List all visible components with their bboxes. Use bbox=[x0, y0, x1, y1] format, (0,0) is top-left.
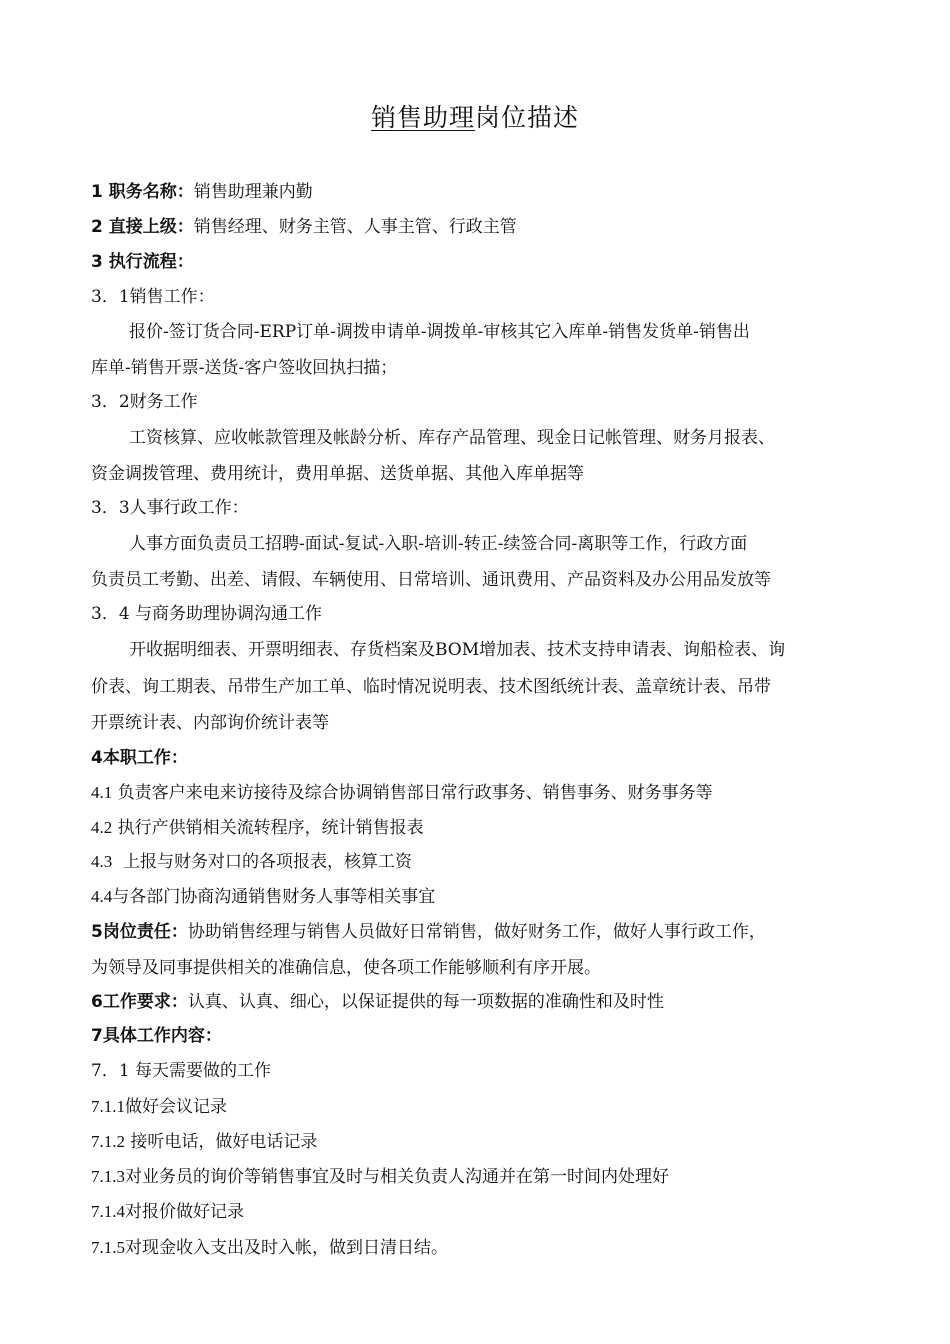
subsection-3-1-line-2: 库单-销售开票-送货-客户签收回执扫描； bbox=[91, 358, 398, 378]
list-item-text: 做好会议记录 bbox=[125, 1097, 227, 1117]
list-item-number: 7.1.1 bbox=[91, 1097, 125, 1116]
list-item-number: 4.4 bbox=[91, 887, 113, 906]
list-item-text: 对业务员的询价等销售事宜及时与相关负责人沟通并在第一时间内处理好 bbox=[125, 1167, 669, 1187]
page-title bbox=[0, 100, 950, 136]
subsection-3-4-line-2: 价表、询工期表、吊带生产加工单、临时情况说明表、技术图纸统计表、盖章统计表、吊带 bbox=[91, 677, 771, 697]
list-item bbox=[91, 1128, 871, 1156]
section-1-text: 销售助理兼内勤 bbox=[193, 182, 313, 202]
section-2-text: 销售经理、财务主管、人事主管、行政主管 bbox=[193, 217, 517, 237]
subsection-3-4-heading: 3．4 与商务助理协调沟通工作 bbox=[91, 604, 323, 624]
section-6-line bbox=[91, 988, 871, 1016]
section-6-text: 认真、认真、细心，以保证提供的每一项数据的准确性和及时性 bbox=[187, 992, 664, 1012]
list-item bbox=[91, 1198, 871, 1226]
list-item bbox=[91, 1093, 871, 1121]
list-item-number: 7.1.3 bbox=[91, 1167, 125, 1186]
subsection-3-3-line-2: 负责员工考勤、出差、请假、车辆使用、日常培训、通讯费用、产品资料及办公用品发放等 bbox=[91, 570, 771, 590]
list-item-number: 4.2 bbox=[91, 818, 113, 837]
list-item-number: 7.1.5 bbox=[91, 1238, 125, 1257]
section-2-label: 2 直接上级： bbox=[91, 217, 194, 237]
subsection-3-4-line-3: 开票统计表、内部询价统计表等 bbox=[91, 713, 329, 733]
title-underlined-part: 销售助理 bbox=[370, 103, 475, 132]
section-5-label: 5岗位责任： bbox=[91, 922, 188, 942]
section-5-text-1: 协助销售经理与销售人员做好日常销售，做好财务工作，做好人事行政工作， bbox=[187, 922, 766, 942]
section-3-label: 3 执行流程： bbox=[91, 252, 194, 272]
subsection-3-4-line-1: 开收据明细表、开票明细表、存货档案及BOM增加表、技术支持申请表、询船检表、询 bbox=[129, 640, 786, 660]
section-7-heading bbox=[91, 1022, 871, 1050]
subsection-3-2-line-1: 工资核算、应收帐款管理及帐龄分析、库存产品管理、现金日记帐管理、财务月报表、 bbox=[129, 428, 775, 448]
list-item-text: 上报与财务对口的各项报表，核算工资 bbox=[112, 852, 413, 872]
section-1-line bbox=[91, 178, 871, 206]
section-6-label: 6工作要求： bbox=[91, 992, 188, 1012]
subsection-3-1-heading: 3．1销售工作： bbox=[91, 287, 215, 307]
list-item-text: 负责客户来电来访接待及综合协调销售部日常行政事务、销售事务、财务事务等 bbox=[112, 783, 713, 803]
list-item-text: 与各部门协商沟通销售财务人事等相关事宜 bbox=[112, 887, 436, 907]
list-item-number: 4.3 bbox=[91, 852, 113, 871]
subsection-3-3-line-1: 人事方面负责员工招聘-面试-复试-入职-培训-转正-续签合同-离职等工作，行政方面 bbox=[129, 534, 748, 554]
list-item bbox=[91, 1234, 871, 1262]
section-3-heading bbox=[91, 248, 871, 276]
list-item-text: 接听电话，做好电话记录 bbox=[125, 1132, 318, 1152]
list-item-number: 7.1.4 bbox=[91, 1202, 125, 1221]
subsection-7-1-heading: 7．1 每天需要做的工作 bbox=[91, 1061, 272, 1081]
section-4-label: 4本职工作： bbox=[91, 748, 188, 768]
section-4-heading bbox=[91, 744, 871, 772]
subsection-3-1-line-1: 报价-签订货合同-ERP订单-调拨申请单-调拨单-审核其它入库单-销售发货单-销售出 bbox=[129, 322, 750, 342]
section-7-label: 7具体工作内容： bbox=[91, 1026, 222, 1046]
list-item bbox=[91, 814, 871, 842]
section-1-label: 1 职务名称： bbox=[91, 182, 194, 202]
list-item-text: 执行产供销相关流转程序，统计销售报表 bbox=[112, 818, 424, 838]
title-rest-part: 岗位描述 bbox=[475, 103, 580, 132]
subsection-3-2-line-2: 资金调拨管理、费用统计，费用单据、送货单据、其他入库单据等 bbox=[91, 464, 584, 484]
list-item bbox=[91, 1163, 871, 1191]
list-item-number: 7.1.2 bbox=[91, 1132, 125, 1151]
list-item bbox=[91, 848, 871, 876]
list-item bbox=[91, 779, 871, 807]
list-item-text: 对现金收入支出及时入帐，做到日清日结。 bbox=[125, 1238, 448, 1258]
section-2-line bbox=[91, 213, 871, 241]
list-item bbox=[91, 883, 871, 911]
list-item-number: 4.1 bbox=[91, 783, 113, 802]
section-5-line-1 bbox=[91, 918, 871, 946]
list-item-text: 对报价做好记录 bbox=[125, 1202, 244, 1222]
subsection-3-2-heading: 3．2财务工作 bbox=[91, 392, 198, 412]
subsection-3-3-heading: 3．3人事行政工作： bbox=[91, 498, 249, 518]
section-5-line-2: 为领导及同事提供相关的准确信息，使各项工作能够顺利有序开展。 bbox=[91, 958, 601, 978]
